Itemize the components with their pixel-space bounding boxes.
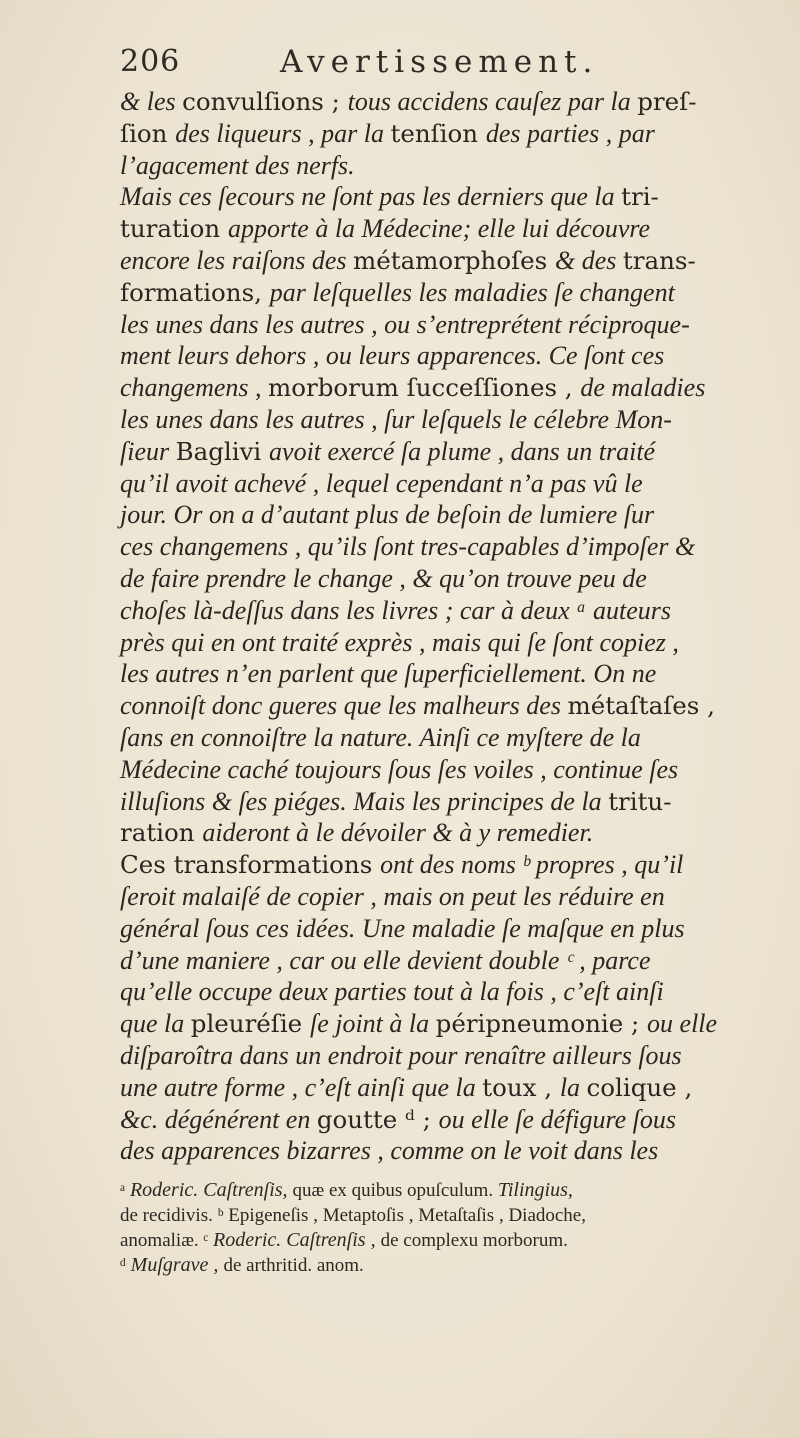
- footnote-line-segment: anomaliæ. ᶜ: [120, 1230, 213, 1251]
- text-line: [120, 468, 770, 500]
- footnote-line: [120, 1203, 770, 1228]
- text-line-segment: l’agacement des nerfs.: [120, 150, 355, 180]
- footnote-line-segment: de recidivis. ᵇ Epigeneſis , Metaptoſis , Metaſtaſis , Diadoche,: [120, 1205, 586, 1226]
- footnote-line: [120, 1228, 770, 1253]
- text-line-segment: les unes dans les autres , ſur leſquels le célebre Mon-: [120, 404, 672, 434]
- text-line-segment: ſieur: [120, 436, 176, 466]
- footnote-line-segment: Roderic. Caſtrenſis,: [129, 1179, 293, 1201]
- text-line-segment: trans-: [622, 245, 696, 275]
- text-line: [120, 754, 770, 786]
- text-line: [120, 817, 770, 849]
- text-line: [120, 913, 770, 945]
- text-line-segment: colique ,: [586, 1072, 693, 1102]
- text-line-segment: choſes là-deſſus dans les livres ; car à deux ᵃ auteurs: [120, 595, 671, 625]
- text-line-segment: tenſion: [390, 118, 486, 148]
- text-line-segment: Médecine caché toujours ſous ſes voiles , continue ſes: [120, 754, 679, 784]
- text-line-segment: d’une maniere , car ou elle devient double ᶜ , parce: [120, 945, 651, 975]
- text-line-segment: que la: [120, 1009, 191, 1039]
- text-line-segment: morborum ſucceſſiones ,: [268, 373, 581, 403]
- text-line-segment: ſeroit malaiſé de copier , mais on peut les réduire en: [120, 881, 665, 911]
- text-line-segment: Ces transformations: [120, 850, 381, 880]
- text-line: [120, 1008, 770, 1040]
- text-line: [120, 86, 770, 118]
- text-line-segment: avoit exercé ſa plume , dans un traité: [269, 436, 656, 466]
- text-line-segment: changemens ,: [120, 373, 269, 403]
- text-line-segment: goutte ᵈ ;: [316, 1104, 439, 1134]
- text-line-segment: aideront à le dévoiler & à y remedier.: [202, 818, 594, 848]
- text-line: [120, 595, 770, 627]
- text-line-segment: ſe joint à la: [309, 1009, 436, 1039]
- text-line-segment: tous accidens cauſez par la: [347, 87, 638, 116]
- text-line: [120, 786, 770, 818]
- footnote-line-segment: ᵃ: [120, 1180, 130, 1201]
- text-line-segment: pleuréſie: [190, 1009, 310, 1039]
- text-line: [120, 563, 770, 595]
- text-line: [120, 690, 770, 722]
- page-number: 206: [120, 44, 181, 79]
- text-line-segment: ou elle ſe défigure ſous: [438, 1104, 676, 1134]
- text-line-segment: de maladies: [580, 373, 706, 403]
- text-line-segment: près qui en ont traité exprès , mais qui ſe ſont copiez ,: [120, 627, 679, 657]
- text-line-segment: Baglivi: [175, 436, 270, 466]
- footnote-line-segment: de complexu morborum.: [380, 1230, 568, 1251]
- text-line: [120, 340, 770, 372]
- text-line-segment: turation: [120, 214, 228, 244]
- text-line-segment: illuſions & ſes piéges. Mais les principes de la: [120, 786, 609, 816]
- text-line: [120, 849, 770, 881]
- footnote-line-segment: Roderic. Caſtrenſis ,: [213, 1229, 381, 1251]
- footnote-line: [120, 1253, 770, 1278]
- text-line-segment: qu’il avoit achevé , lequel cependant n’a pas vû le: [120, 468, 643, 498]
- text-line: [120, 150, 770, 182]
- text-line-segment: par leſquelles les maladies ſe changent: [269, 277, 675, 307]
- text-line-segment: ration: [120, 818, 203, 848]
- text-line: [120, 531, 770, 563]
- text-line: [120, 118, 770, 150]
- text-line: [120, 499, 770, 531]
- text-line: [120, 1072, 770, 1104]
- page-header: [120, 44, 760, 84]
- footnote-line-segment: quæ ex quibus opuſculum.: [292, 1180, 498, 1201]
- text-line-segment: convulſions ;: [182, 87, 348, 116]
- text-line-segment: apporte à la Médecine; elle lui découvre: [227, 214, 651, 244]
- text-line-segment: ces changemens , qu’ils ſont tres-capables d’impoſer &: [120, 532, 696, 562]
- text-line-segment: diſparoîtra dans un endroit pour renaître ailleurs ſous: [120, 1040, 682, 1070]
- text-line-segment: ont des noms ᵇ propres , qu’il: [380, 850, 684, 880]
- text-line: [120, 404, 770, 436]
- footnotes: [120, 1178, 770, 1278]
- text-line-segment: général ſous ces idées. Une maladie ſe maſque en plus: [120, 913, 685, 943]
- text-line: [120, 213, 770, 245]
- text-line-segment: ſans en connoiſtre la nature. Ainſi ce myſtere de la: [120, 722, 641, 752]
- text-line-segment: la: [559, 1072, 587, 1102]
- text-line: [120, 181, 770, 213]
- text-line: [120, 945, 770, 977]
- footnote-line-segment: de arthritid. anom.: [223, 1255, 364, 1276]
- text-line-segment: ſion: [120, 118, 176, 148]
- text-line: [120, 1040, 770, 1072]
- text-line-segment: &c. dégénérent en: [120, 1104, 317, 1134]
- footnote-line-segment: Tilingius,: [497, 1179, 573, 1201]
- text-line: [120, 1135, 770, 1167]
- text-line: [120, 1104, 770, 1136]
- text-line-segment: & les: [120, 87, 183, 116]
- text-line-segment: les autres n’en parlent que ſuperficiellement. On ne: [120, 659, 657, 689]
- text-line-segment: ment leurs dehors , ou leurs apparences. Ce ſont ces: [120, 341, 665, 371]
- text-line-segment: preſ-: [637, 87, 697, 116]
- text-line: [120, 245, 770, 277]
- text-line-segment: Mais ces ſecours ne ſont pas les derniers que la: [120, 182, 622, 212]
- text-line: [120, 722, 770, 754]
- running-head: Avertissement.: [280, 44, 599, 80]
- text-line: [120, 436, 770, 468]
- text-line-segment: encore les raiſons des: [120, 245, 353, 275]
- text-line: [120, 658, 770, 690]
- text-line: [120, 277, 770, 309]
- text-line-segment: formations,: [120, 277, 270, 307]
- text-line-segment: des apparences bizarres , comme on le voit dans les: [120, 1136, 659, 1166]
- footnote-line-segment: Muſgrave ,: [130, 1254, 224, 1276]
- text-line-segment: des parties , par: [485, 118, 655, 148]
- text-line-segment: jour. Or on a d’autant plus de beſoin de lumiere ſur: [120, 500, 655, 530]
- text-line-segment: des liqueurs , par la: [175, 118, 391, 148]
- text-line-segment: toux ,: [482, 1072, 560, 1102]
- text-line-segment: & des: [555, 245, 623, 275]
- footnote-line: [120, 1178, 770, 1203]
- footnote-line-segment: ᵈ: [120, 1255, 131, 1276]
- text-line-segment: ou elle: [647, 1009, 718, 1039]
- text-line: [120, 881, 770, 913]
- text-line-segment: connoiſt donc gueres que les malheurs des: [120, 691, 568, 721]
- text-line-segment: tritu-: [608, 786, 672, 816]
- text-line-segment: tri-: [621, 182, 659, 212]
- text-line-segment: métaſtaſes ,: [567, 691, 715, 721]
- main-text: [120, 86, 770, 1167]
- text-line: [120, 976, 770, 1008]
- text-line-segment: de faire prendre le change , & qu’on trouve peu de: [120, 563, 647, 593]
- text-line-segment: une autre forme , c’eſt ainſi que la: [120, 1072, 483, 1102]
- text-line: [120, 372, 770, 404]
- text-line: [120, 627, 770, 659]
- text-line-segment: métamorphoſes: [353, 245, 556, 275]
- text-line: [120, 309, 770, 341]
- text-line-segment: péripneumonie ;: [435, 1009, 648, 1039]
- text-line-segment: qu’elle occupe deux parties tout à la fois , c’eſt ainſi: [120, 977, 664, 1007]
- text-line-segment: les unes dans les autres , ou s’entreprétent réciproque-: [120, 309, 690, 339]
